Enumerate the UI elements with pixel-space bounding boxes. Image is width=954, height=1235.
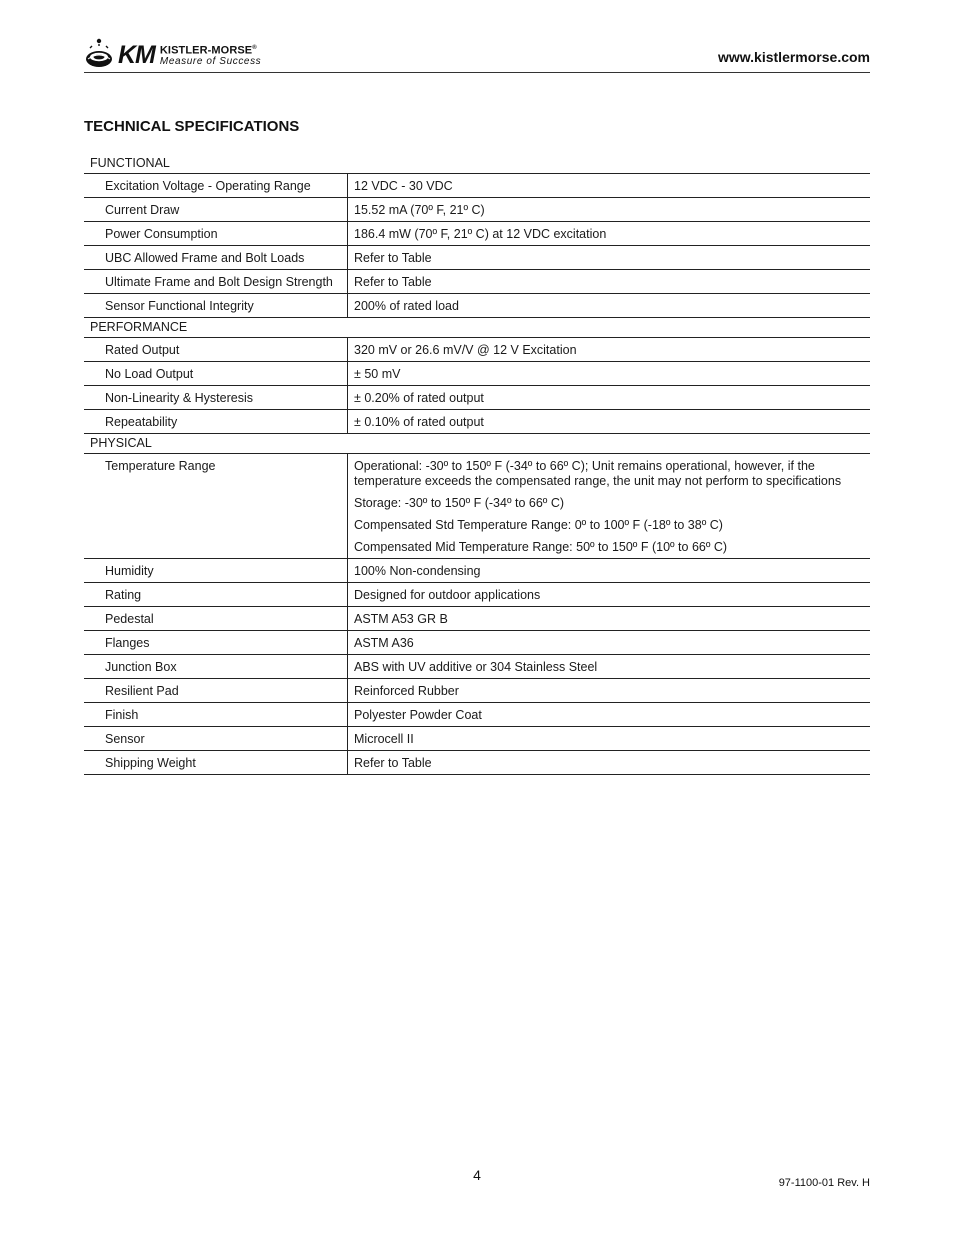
spec-label: Excitation Voltage - Operating Range	[84, 174, 348, 197]
page-header	[84, 36, 870, 73]
logo-company-name	[160, 43, 261, 57]
functional-rows	[84, 174, 870, 318]
table-row	[84, 559, 870, 583]
table-row	[84, 222, 870, 246]
table-row	[84, 410, 870, 434]
table-row	[84, 246, 870, 270]
table-row	[84, 362, 870, 386]
logo-initials: KM	[118, 40, 155, 69]
spec-value: ASTM A53 GR B	[354, 612, 448, 626]
spec-value: 186.4 mW (70º F, 21º C) at 12 VDC excitation	[354, 227, 607, 241]
company-logo	[84, 36, 261, 70]
section-heading-performance: PERFORMANCE	[84, 318, 870, 338]
document-number: 97-1100-01 Rev. H	[778, 1177, 870, 1189]
spec-label: Flanges	[84, 631, 348, 654]
table-row	[84, 294, 870, 318]
spec-value: 200% of rated load	[354, 299, 459, 313]
spec-label: Rated Output	[84, 338, 348, 361]
table-row	[84, 607, 870, 631]
spec-value: Designed for outdoor applications	[354, 588, 541, 602]
spec-value: Refer to Table	[354, 756, 432, 770]
spec-label: Repeatability	[84, 410, 348, 433]
spec-value: ABS with UV additive or 304 Stainless Steel	[354, 660, 598, 674]
spec-label: Shipping Weight	[84, 751, 348, 774]
temperature-operational: Operational: -30º to 150º F (-34º to 66º C); Unit remains operational, however, if the temperature exceeds the compensated range, the unit may not perform to specifications	[354, 459, 842, 488]
table-row	[84, 655, 870, 679]
spec-value: 15.52 mA (70º F, 21º C)	[354, 203, 485, 217]
spec-value: Refer to Table	[354, 251, 432, 265]
registered-mark: ®	[252, 44, 257, 51]
spec-value: Reinforced Rubber	[354, 684, 459, 698]
table-row	[84, 386, 870, 410]
table-row	[84, 198, 870, 222]
table-row	[84, 703, 870, 727]
logo-wordmark	[160, 43, 261, 68]
spec-label: Rating	[84, 583, 348, 606]
spec-label: Non-Linearity & Hysteresis	[84, 386, 348, 409]
spec-label: Ultimate Frame and Bolt Design Strength	[84, 270, 348, 293]
page-number: 4	[473, 1167, 481, 1183]
spec-label: Current Draw	[84, 198, 348, 221]
spec-label: Temperature Range	[84, 454, 348, 558]
table-row	[84, 631, 870, 655]
spec-value: Microcell II	[354, 732, 414, 746]
spec-value: 320 mV or 26.6 mV/V @ 12 V Excitation	[354, 343, 577, 357]
spec-value: ± 0.20% of rated output	[354, 391, 484, 405]
table-row	[84, 727, 870, 751]
table-row	[84, 270, 870, 294]
spec-label: Junction Box	[84, 655, 348, 678]
spec-value: 100% Non-condensing	[354, 564, 481, 578]
table-row	[84, 174, 870, 198]
website-url[interactable]: www.kistlermorse.com	[718, 49, 870, 65]
spec-value: Polyester Powder Coat	[354, 708, 482, 722]
temperature-compensated-std: Compensated Std Temperature Range: 0º to 100º F (-18º to 38º C)	[354, 518, 723, 532]
spec-label: Pedestal	[84, 607, 348, 630]
table-row-temperature-range	[84, 454, 870, 559]
spec-label: Finish	[84, 703, 348, 726]
spec-value: ± 0.10% of rated output	[354, 415, 484, 429]
spec-label: Humidity	[84, 559, 348, 582]
spec-table	[84, 154, 870, 775]
temperature-compensated-mid: Compensated Mid Temperature Range: 50º to 150º F (10º to 66º C)	[354, 540, 728, 554]
spec-label: Resilient Pad	[84, 679, 348, 702]
temperature-storage: Storage: -30º to 150º F (-34º to 66º C)	[354, 496, 565, 510]
page-title: TECHNICAL SPECIFICATIONS	[84, 118, 300, 135]
spec-label: UBC Allowed Frame and Bolt Loads	[84, 246, 348, 269]
table-row	[84, 338, 870, 362]
spec-label: Power Consumption	[84, 222, 348, 245]
section-heading-functional: FUNCTIONAL	[84, 154, 870, 174]
spec-value: Refer to Table	[354, 275, 432, 289]
spec-value: 12 VDC - 30 VDC	[354, 179, 453, 193]
table-row	[84, 583, 870, 607]
spec-value: ASTM A36	[354, 636, 414, 650]
spec-label: Sensor Functional Integrity	[84, 294, 348, 317]
spec-label: Sensor	[84, 727, 348, 750]
logo-emblem-icon	[84, 37, 114, 69]
performance-rows	[84, 338, 870, 434]
spec-value: ± 50 mV	[354, 367, 401, 381]
section-heading-physical: PHYSICAL	[84, 434, 870, 454]
logo-tagline: Measure of Success	[159, 56, 262, 68]
table-row	[84, 679, 870, 703]
table-row	[84, 751, 870, 775]
physical-rows	[84, 559, 870, 775]
logo-company-name-text: KISTLER-MORSE	[159, 44, 253, 57]
spec-value	[348, 454, 870, 558]
spec-label: No Load Output	[84, 362, 348, 385]
